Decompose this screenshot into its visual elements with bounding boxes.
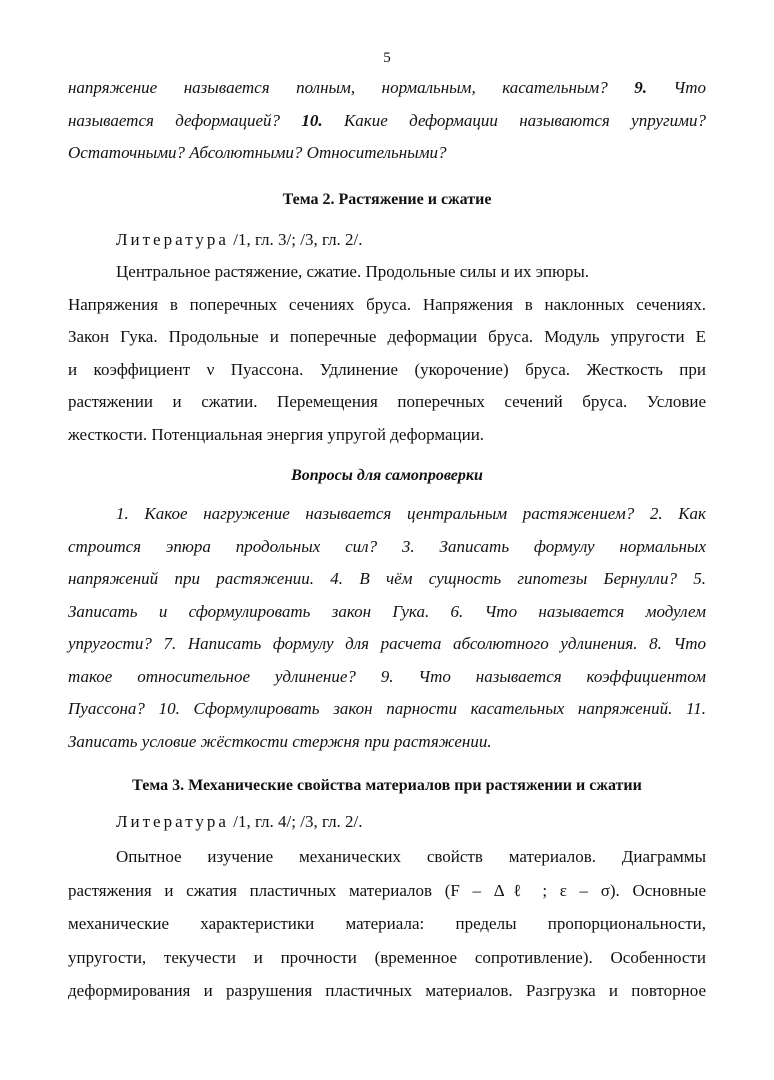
topic3-body-line: деформирования и разрушения пластичных материалов. Разгрузка и повторное	[68, 981, 706, 1000]
topic3-body-line: растяжения и сжатия пластичных материалов (F – Δℓ ; ε – σ). Основные	[68, 880, 706, 900]
intro-line-1: напряжение называется полным, нормальным, касательным? 9. Что	[68, 78, 706, 97]
self-check-line: Пуассона? 10. Сформулировать закон парности касательных напряжений. 11.	[68, 699, 706, 718]
self-check-line: напряжений при растяжении. 4. В чём сущность гипотезы Бернулли? 5.	[68, 569, 706, 588]
intro-line-2: называется деформацией? 10. Какие деформации называются упругими?	[68, 110, 706, 130]
topic3-body	[68, 840, 706, 1008]
topic3-body-line: упругости, текучести и прочности (временное сопротивление). Особенности	[68, 947, 706, 967]
topic2-literature-refs: /1, гл. 3/; /3, гл. 2/.	[233, 230, 363, 249]
topic3-literature-label: Литература	[116, 812, 229, 831]
self-check-line: строится эпюра продольных сил? 3. Записать формулу нормальных	[68, 536, 706, 556]
topic2-literature-label: Литература	[116, 230, 229, 249]
self-check-line: Записать и сформулировать закон Гука. 6. Что называется модулем	[68, 601, 706, 621]
topic3-title: Тема 3. Механические свойства материалов при растяжении и сжатии	[132, 777, 642, 794]
topic2-body-line: и коэффициент ν Пуассона. Удлинение (укорочение) бруса. Жесткость при	[68, 359, 706, 379]
topic2-body	[68, 256, 706, 451]
self-check-title: Вопросы для самопроверки	[291, 467, 483, 484]
topic3-body-line: механические характеристики материала: пределы пропорциональности,	[68, 914, 706, 933]
topic2-title: Тема 2. Растяжение и сжатие	[282, 191, 492, 208]
self-check-line: такое относительное удлинение? 9. Что называется коэффициентом	[68, 666, 706, 686]
page-number: 5	[383, 50, 391, 66]
topic2-literature	[68, 224, 706, 257]
topic2-body-line: Центральное растяжение, сжатие. Продольные силы и их эпюры.	[116, 262, 590, 281]
topic3-body-line: Опытное изучение механических свойств материалов. Диаграммы	[116, 847, 706, 866]
topic3-literature-refs: /1, гл. 4/; /3, гл. 2/.	[233, 812, 363, 831]
intro-questions	[68, 72, 706, 170]
intro-line-3: Остаточными? Абсолютными? Относительными?	[68, 143, 447, 162]
topic2-body-line: Закон Гука. Продольные и поперечные деформации бруса. Модуль упругости E	[68, 327, 706, 346]
self-check-line: 1. Какое нагружение называется центральным растяжением? 2. Как	[116, 504, 706, 523]
self-check-line: Записать условие жёсткости стержня при растяжении.	[68, 731, 492, 751]
self-check-line: упругости? 7. Написать формулу для расчета абсолютного удлинения. 8. Что	[68, 634, 706, 653]
self-check-questions	[68, 498, 706, 758]
topic3-literature	[68, 806, 706, 839]
topic2-body-line: Напряжения в поперечных сечениях бруса. Напряжения в наклонных сечениях.	[68, 294, 706, 314]
topic2-body-line: жесткости. Потенциальная энергия упругой деформации.	[68, 424, 485, 444]
topic2-body-line: растяжении и сжатии. Перемещения поперечных сечений бруса. Условие	[68, 392, 706, 411]
